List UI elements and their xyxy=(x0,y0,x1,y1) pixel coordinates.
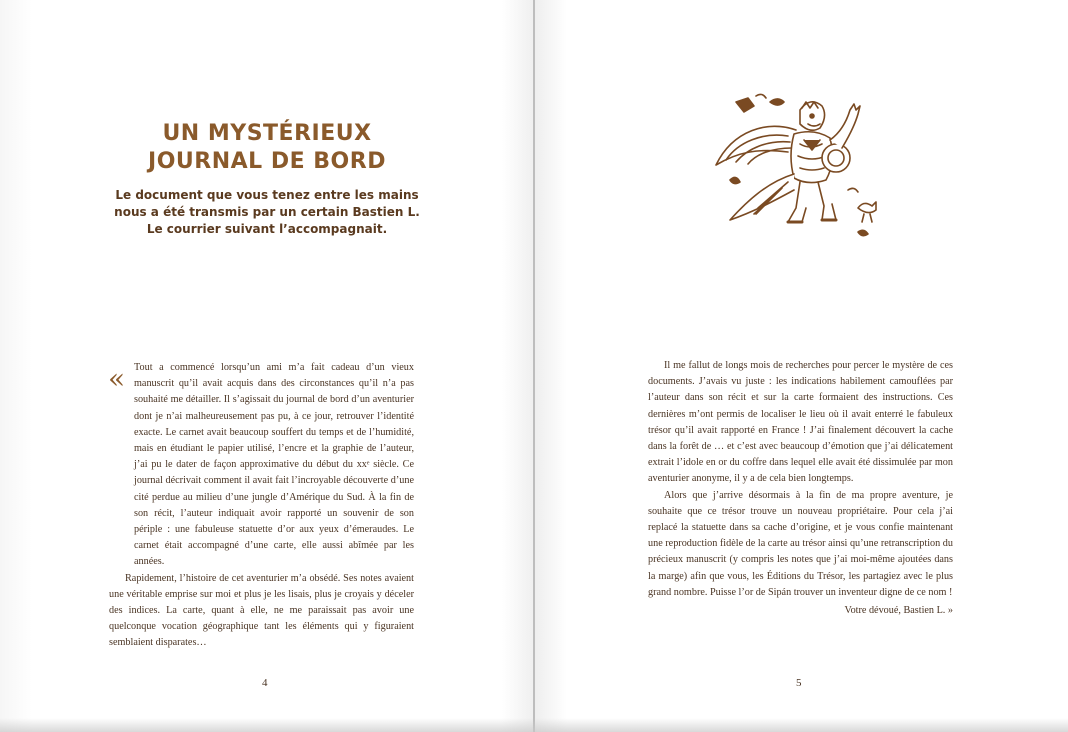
right-paragraph-2: Alors que j’arrive désormais à la fin de ma propre aventure, je souhaite que ce trésor trouve un nouveau propriétaire. Pour cela j’ai replacé la statuette dans sa cache d’origine, et je vous confie maintenant une reproduction fidèle de la carte au trésor ainsi qu’une retranscription du précieux manuscrit (y compris les notes que j’ai moi-même ajoutées dans la marge) afin que vous, les Éditions du Trésor, les partagiez avec le plus grand nombre. Puisse l’or de Sipán trouver un inventeur digne de ce nom ! xyxy=(648,489,953,598)
winged-idol-illustration-icon xyxy=(708,90,898,255)
right-body-text xyxy=(648,358,953,619)
page-number-left: 4 xyxy=(262,677,268,689)
title-line-2: JOURNAL DE BORD xyxy=(148,149,386,174)
signature: Votre dévoué, Bastien L. » xyxy=(844,605,953,617)
bottom-shadow xyxy=(0,718,1068,732)
intro-line-2: nous a été transmis par un certain Bastien L. xyxy=(114,205,420,219)
left-body-text xyxy=(109,360,414,652)
title-line-1: UN MYSTÉRIEUX xyxy=(162,121,372,146)
page-title xyxy=(90,120,444,176)
intro-text xyxy=(110,187,424,238)
intro-line-3: Le courrier suivant l’accompagnait. xyxy=(146,222,388,236)
right-paragraph-1: Il me fallut de longs mois de recherches pour percer le mystère de ces documents. J’avais vu juste : les indications habilement camouflées par l’auteur dans son récit et sur la carte formaient des instructions. Ces dernières m’ont permis de localiser le lieu où il avait enterré le fabuleux trésor qu’il avait rapporté en France ! J’ai finalement découvert la cache dans la forêt de … et c’est avec beaucoup d’émotion que j’ai délicatement extrait l’idole en or du coffre dans lequel elle avait été dissimulée par mon aventurier anonyme, il y a de cela bien longtemps. xyxy=(648,360,953,485)
left-paragraph-1: Tout a commencé lorsqu’un ami m’a fait cadeau d’un vieux manuscrit qu’il avait acquis dans des circonstances qu’il n’a pas souhaité me détailler. Il s’agissait du journal de bord d’un aventurier dont je n’ai malheureusement pas pu, à ce jour, retrouver l’identité exacte. Le carnet avait beaucoup souffert du temps et de l’humidité, mais en étudiant le papier utilisé, l’encre et la graphie de l’auteur, j’ai pu le dater de façon approximative du début du xxᵉ siècle. Ce journal décrivait comment il avait fait l’incroyable découverte d’une cité perdue au milieu d’une jungle d’Amérique du Sud. À la fin de son récit, l’auteur indiquait avoir rapporté un souvenir de son périple : une fabuleuse statuette d’or aux yeux d’émeraudes. Le carnet était accompagné d’une carte, elle aussi abîmée par les années. xyxy=(134,362,414,568)
opening-quote-mark: « xyxy=(108,362,126,395)
left-paragraph-2: Rapidement, l’histoire de cet aventurier m’a obsédé. Ses notes avaient une véritable emprise sur moi et plus je les lisais, plus je croyais y déceler des indices. La carte, quant à elle, ne me paraissait pas avoir une quelconque vocation géographique tant les éléments qui y figuraient semblaient disparates… xyxy=(109,572,414,649)
intro-line-1: Le document que vous tenez entre les mains xyxy=(115,188,419,202)
page-number-right: 5 xyxy=(796,677,802,689)
